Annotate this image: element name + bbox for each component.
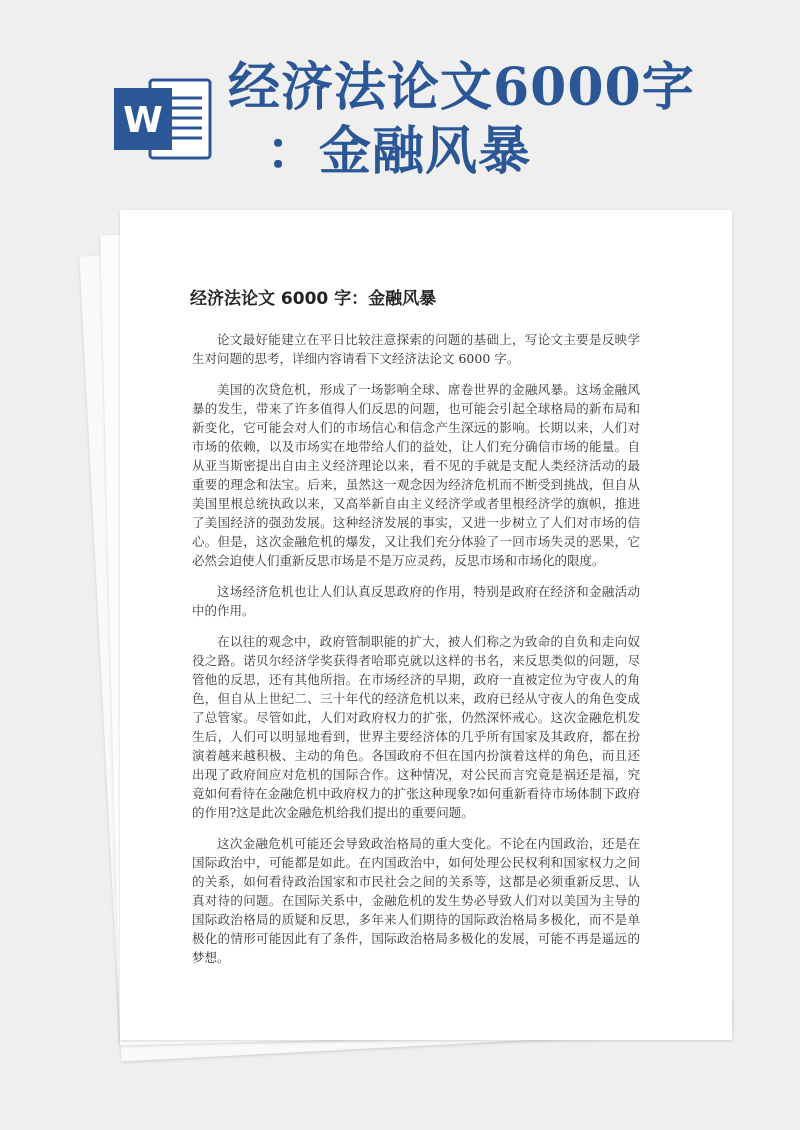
banner-title-line2: ：金融风暴 <box>266 121 532 182</box>
document-title: 经济法论文 6000 字：金融风暴 <box>190 289 437 309</box>
banner-title-line1: 经济法论文6000字 <box>228 57 695 118</box>
paragraph: 美国的次贷危机，形成了一场影响全球、席卷世界的金融风暴。这场金融风暴的发生，带来了许多值得人们反思的问题，也可能会引起全球格局的新布局和新变化，它可能会对人们的市场信心和信念产生深远的影响。长期以来，人们对市场的依赖，以及市场实在地带给人们的益处，让人们充分确信市场的能量。自从亚当斯密提出自由主义经济理论以来，看不见的手就是支配人类经济活动的最重要的理念和法宝。后来，虽然这一观念因为经济危机而不断受到挑战，但自从美国里根总统执政以来，又高举新自由主义经济学或者里根经济学的旗帜，推进了美国经济的强劲发展。这种经济发展的事实，又进一步树立了人们对市场的信心。但是，这次金融危机的爆发，又让我们充分体验了一回市场失灵的恶果，它必然会迫使人们重新反思市场是不是万应灵药，反思市场和市场化的限度。 <box>192 382 640 568</box>
banner-title <box>228 56 788 184</box>
document-body <box>192 330 640 979</box>
paragraph: 在以往的观念中，政府管制职能的扩大，被人们称之为致命的自负和走向奴役之路。诺贝尔经济学奖获得者哈耶克就以这样的书名，来反思类似的问题，尽管他的反思，还有其他所指。在市场经济的早期，政府一直被定位为守夜人的角色，但自从上世纪二、三十年代的经济危机以来，政府已经从守夜人的角色变成了总管家。尽管如此，人们对政府权力的扩张，仍然深怀戒心。这次金融危机发生后，人们可以明显地看到，世界主要经济体的几乎所有国家及其政府，都在扮演着越来越积极、主动的角色。各国政府不但在国内扮演着这样的角色，而且还出现了政府间应对危机的国际合作。这种情况，对公民而言究竟是祸还是福，究竟如何看待在金融危机中政府权力的扩张这种现象?如何重新看待市场体制下政府的作用?这是此次金融危机给我们提出的重要问题。 <box>192 634 640 820</box>
paragraph: 论文最好能建立在平日比较注意探索的问题的基础上，写论文主要是反映学生对问题的思考，详细内容请看下文经济法论文 6000 字。 <box>192 332 640 366</box>
paragraph: 这次金融危机可能还会导致政治格局的重大变化。不论在内国政治，还是在国际政治中，可能都是如此。在内国政治中，如何处理公民权利和国家权力之间的关系，如何看待政治国家和市民社会之间的关系等，这都是必须重新反思、认真对待的问题。在国际关系中，金融危机的发生势必导致人们对以美国为主导的国际政治格局的质疑和反思，多年来人们期待的国际政治格局多极化，而不是单极化的情形可能因此有了条件，国际政治格局多极化的发展，可能不再是遥远的梦想。 <box>192 836 640 965</box>
header-banner <box>0 0 800 200</box>
svg-text:W: W <box>123 100 163 141</box>
paragraph: 这场经济危机也让人们认真反思政府的作用，特别是政府在经济和金融活动中的作用。 <box>192 584 640 618</box>
word-document-icon <box>112 76 212 162</box>
